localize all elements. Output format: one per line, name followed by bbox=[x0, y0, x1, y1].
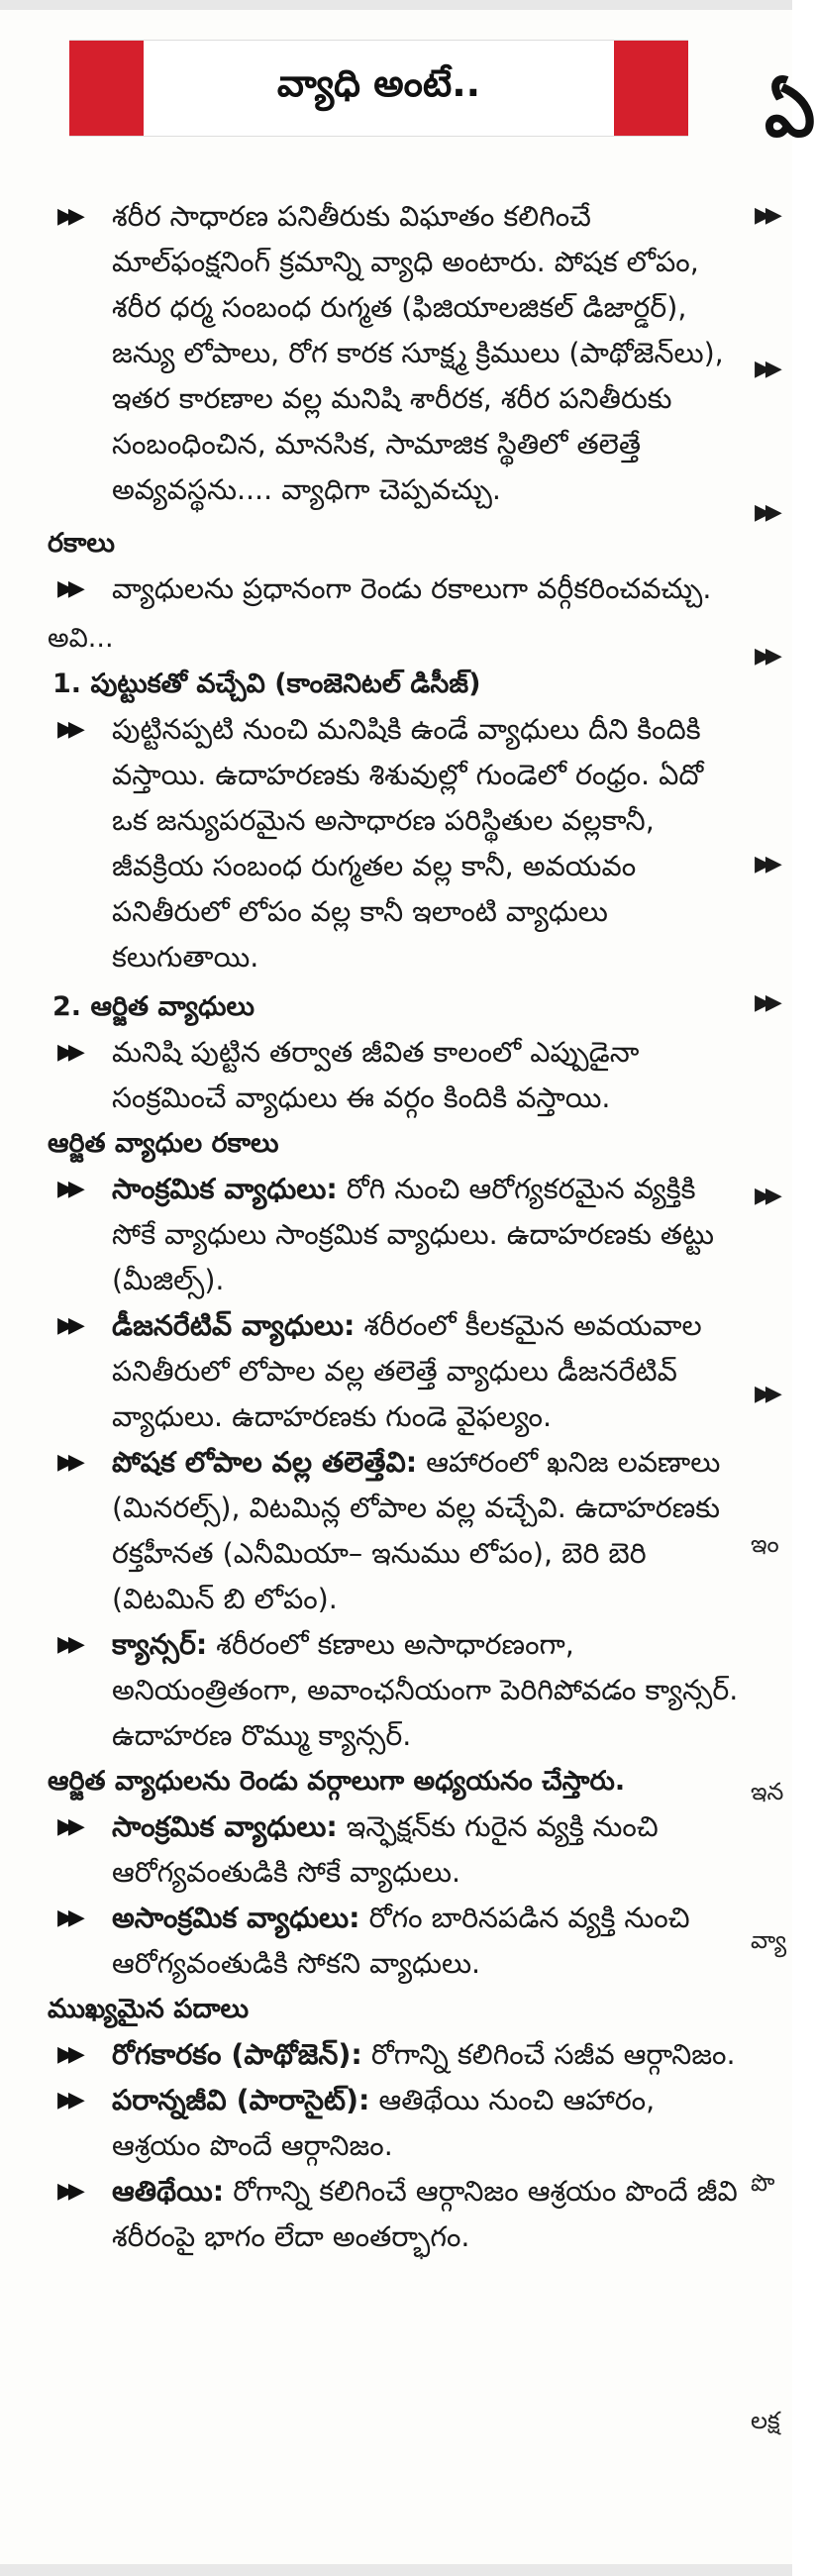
acquired-type-item bbox=[48, 1622, 741, 1759]
double-arrow-icon: ▶▶ bbox=[755, 357, 776, 381]
adjacent-column-cut bbox=[751, 0, 815, 2576]
types-heading: రకాలు bbox=[48, 528, 115, 559]
double-arrow-icon: ▶▶ bbox=[755, 1382, 776, 1406]
adjacent-heading-fragment: ఏ bbox=[764, 69, 815, 153]
acquired-type-text: శరీరంలో కీలకమైన అవయవాల పనితీరులో లోపాల వల్ల తలెత్తే వ్యాధులు డీజనరేటివ్ వ్యాధులు. ఉదాహరణకు గుండె వైఫల్యం. bbox=[112, 1309, 702, 1433]
term-item bbox=[48, 2032, 741, 2078]
double-arrow-icon: ▶▶ bbox=[57, 1040, 79, 1065]
acquired-types-heading: ఆర్జిత వ్యాధుల రకాలు bbox=[48, 1128, 279, 1159]
section-banner bbox=[69, 40, 688, 137]
term-definition: రోగాన్ని కలిగించే ఆర్గానిజం ఆశ్రయం పొందే జీవి శరీరంపై భాగం లేదా అంతర్భాగం. bbox=[112, 2175, 738, 2253]
double-arrow-icon: ▶▶ bbox=[57, 576, 79, 601]
congenital-text: పుట్టినప్పటి నుంచి మనిషికి ఉండే వ్యాధులు దీని కిందికి వస్తాయి. ఉదాహరణకు శిశువుల్లో గుండెలో రంధ్రం. ఏదో ఒక జన్యుపరమైన అసాధారణ పరిస్థితుల వల్లకానీ, జీవక్రియ సంబంధ రుగ్మతల వల్ల కానీ, అవయవం పనితీరులో లోపం వల్ల కానీ ఇలాంటి వ్యాధులు కలుగుతాయి. bbox=[112, 713, 704, 974]
avi-label: అవి... bbox=[48, 623, 114, 654]
types-paragraph bbox=[48, 567, 741, 612]
study-term: అసాంక్రమిక వ్యాధులు: bbox=[112, 1902, 360, 1934]
term-item bbox=[48, 2078, 741, 2169]
study-item bbox=[48, 1896, 741, 1987]
double-arrow-icon: ▶▶ bbox=[755, 990, 776, 1015]
acquired-type-term: సాంక్రమిక వ్యాధులు: bbox=[112, 1173, 338, 1205]
acquired-type-item bbox=[48, 1440, 741, 1622]
acquired-paragraph bbox=[48, 1030, 741, 1121]
double-arrow-icon: ▶▶ bbox=[57, 2179, 79, 2204]
double-arrow-icon: ▶▶ bbox=[57, 204, 79, 229]
bottom-divider bbox=[0, 2564, 792, 2576]
acquired-type-text: శరీరంలో కణాలు అసాధారణంగా, అనియంత్రితంగా, అవాంఛనీయంగా పెరిగిపోవడం క్యాన్సర్. ఉదాహరణ రొమ్ము క్యాన్సర్. bbox=[112, 1628, 739, 1752]
acquired-type-text: ఆహారంలో ఖనిజ లవణాలు (మినరల్స్), విటమిన్ల లోపాల వల్ల వచ్చేవి. ఉదాహరణకు రక్తహీనత (ఎనీమియా– ఇనుము లోపం), బెరి బెరి (విటమిన్ బి లోపం). bbox=[112, 1446, 721, 1615]
banner-red-bar-right bbox=[614, 41, 688, 136]
double-arrow-icon: ▶▶ bbox=[755, 852, 776, 876]
double-arrow-icon: ▶▶ bbox=[755, 203, 776, 228]
double-arrow-icon: ▶▶ bbox=[57, 1814, 79, 1839]
term-name: రోగకారకం (పాథోజెన్): bbox=[112, 2038, 362, 2071]
double-arrow-icon: ▶▶ bbox=[57, 717, 79, 742]
double-arrow-icon: ▶▶ bbox=[57, 2042, 79, 2067]
term-name: ఆతిథేయి: bbox=[112, 2175, 225, 2208]
intro-text: శరీర సాధారణ పనితీరుకు విఘాతం కలిగించే మాల్‌ఫంక్షనింగ్ క్రమాన్ని వ్యాధి అంటారు. పోషక లోపం, శరీర ధర్మ సంబంధ రుగ్మత (ఫిజియాలజికల్ డిజార్డర్), జన్యు లోపాలు, రోగ కారక సూక్ష్మ క్రిములు (పాథోజెన్‌లు), ఇతర కారణాల వల్ల మనిషి శారీరక, శరీర పనితీరుకు సంబంధించిన, మానసిక, సామాజిక స్థితిలో తలెత్తే అవ్యవస్థను.... వ్యాధిగా చెప్పవచ్చు. bbox=[112, 200, 724, 506]
double-arrow-icon: ▶▶ bbox=[755, 644, 776, 669]
study-heading: ఆర్జిత వ్యాధులను రెండు వర్గాలుగా అధ్యయనం చేస్తారు. bbox=[48, 1766, 626, 1797]
adjacent-text-fragment: పొ bbox=[751, 2169, 775, 2197]
top-divider bbox=[0, 0, 792, 10]
intro-paragraph bbox=[48, 194, 741, 513]
acquired-type-item bbox=[48, 1303, 741, 1440]
adjacent-text-fragment: ఇం bbox=[751, 1530, 779, 1558]
double-arrow-icon: ▶▶ bbox=[755, 500, 776, 525]
acquired-type-text: రోగి నుంచి ఆరోగ్యకరమైన వ్యక్తికి సోకే వ్యాధులు సాంక్రమిక వ్యాధులు. ఉదాహరణకు తట్టు (మీజిల్స్). bbox=[112, 1173, 714, 1296]
term-item bbox=[48, 2169, 741, 2260]
double-arrow-icon: ▶▶ bbox=[57, 1906, 79, 1930]
term-definition: రోగాన్ని కలిగించే సజీవ ఆర్గానిజం. bbox=[361, 2038, 736, 2071]
adjacent-text-fragment: లక్ష bbox=[751, 2407, 780, 2434]
study-item bbox=[48, 1804, 741, 1896]
double-arrow-icon: ▶▶ bbox=[57, 1450, 79, 1475]
term-name: పరాన్నజీవి (పారాసైట్): bbox=[112, 2084, 370, 2116]
types-text: వ్యాధులను ప్రధానంగా రెండు రకాలుగా వర్గీకరించవచ్చు. bbox=[112, 572, 712, 605]
double-arrow-icon: ▶▶ bbox=[57, 1177, 79, 1201]
acquired-type-term: పోషక లోపాల వల్ల తలెత్తేవి: bbox=[112, 1446, 418, 1479]
banner-title: వ్యాధి అంటే.. bbox=[276, 61, 481, 105]
adjacent-text-fragment: ఇన bbox=[751, 1778, 784, 1805]
double-arrow-icon: ▶▶ bbox=[57, 2088, 79, 2112]
article-column bbox=[48, 194, 741, 2260]
double-arrow-icon: ▶▶ bbox=[57, 1632, 79, 1657]
acquired-heading: 2. ఆర్జిత వ్యాధులు bbox=[52, 991, 255, 1022]
study-text: రోగం బారినపడిన వ్యక్తి నుంచి ఆరోగ్యవంతుడికి సోకని వ్యాధులు. bbox=[112, 1902, 690, 1980]
acquired-type-term: క్యాన్సర్: bbox=[112, 1628, 208, 1661]
double-arrow-icon: ▶▶ bbox=[57, 1313, 79, 1338]
congenital-paragraph bbox=[48, 707, 741, 980]
banner-red-bar-left bbox=[69, 41, 144, 136]
term-definition: ఆతిథేయి నుంచి ఆహారం, ఆశ్రయం పొందే ఆర్గానిజం. bbox=[112, 2084, 656, 2162]
study-text: ఇన్ఫెక్షన్‌కు గురైన వ్యక్తి నుంచి ఆరోగ్యవంతుడికి సోకే వ్యాధులు. bbox=[112, 1810, 659, 1889]
terms-heading: ముఖ్యమైన పదాలు bbox=[48, 1994, 250, 2024]
adjacent-text-fragment: వ్యా bbox=[751, 1926, 787, 1954]
acquired-type-item bbox=[48, 1167, 741, 1303]
acquired-text: మనిషి పుట్టిన తర్వాత జీవిత కాలంలో ఎప్పుడైనా సంక్రమించే వ్యాధులు ఈ వర్గం కిందికి వస్తాయి. bbox=[112, 1036, 640, 1114]
congenital-heading: 1. పుట్టుకతో వచ్చేవి (కాంజెనిటల్ డిసీజ్) bbox=[52, 669, 481, 699]
study-term: సాంక్రమిక వ్యాధులు: bbox=[112, 1810, 338, 1843]
acquired-type-term: డీజనరేటివ్ వ్యాధులు: bbox=[112, 1309, 356, 1342]
double-arrow-icon: ▶▶ bbox=[755, 1184, 776, 1208]
